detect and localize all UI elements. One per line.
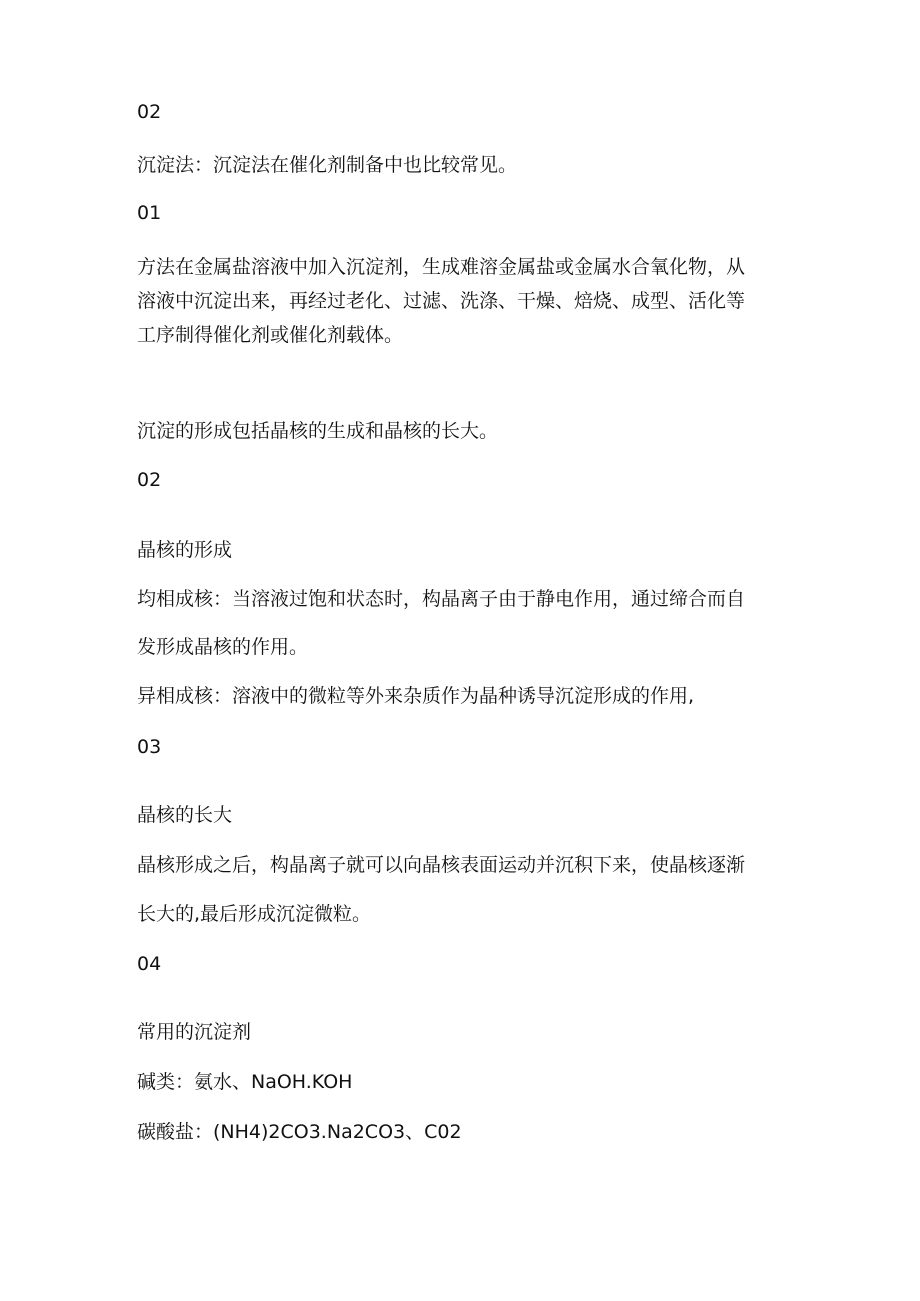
section-number: 03 [137,736,162,758]
section-heading: 常用的沉淀剂 [137,1021,252,1043]
paragraph-line: 晶核形成之后，构晶离子就可以向晶核表面运动并沉积下来，使晶核逐渐 [137,854,746,876]
paragraph-line: 工序制得催化剂或催化剂载体。 [137,324,404,346]
paragraph-line: 碳酸盐：(NH4)2CO3.Na2CO3、C02 [137,1121,462,1143]
section-number: 02 [137,469,162,491]
paragraph-line: 沉淀的形成包括晶核的生成和晶核的长大。 [137,420,499,442]
section-number: 01 [137,202,162,224]
section-number: 04 [137,953,162,975]
paragraph-line: 沉淀法：沉淀法在催化剂制备中也比较常见。 [137,154,518,176]
paragraph-line: 碱类：氨水、NaOH.KOH [137,1071,353,1093]
paragraph-line: 方法在金属盐溶液中加入沉淀剂，生成难溶金属盐或金属水合氧化物，从 [137,256,746,278]
section-number: 02 [137,101,162,123]
paragraph-line: 发形成晶核的作用。 [137,636,309,658]
paragraph-line: 长大的,最后形成沉淀微粒。 [137,903,372,925]
section-heading: 晶核的长大 [137,804,233,826]
paragraph-line: 溶液中沉淀出来，再经过老化、过滤、洗涤、干燥、焙烧、成型、活化等 [137,290,746,312]
paragraph-line: 均相成核：当溶液过饱和状态时，构晶离子由于静电作用，通过缔合而自 [137,588,746,610]
section-heading: 晶核的形成 [137,539,233,561]
paragraph-line: 异相成核：溶液中的微粒等外来杂质作为晶种诱导沉淀形成的作用, [137,685,695,707]
